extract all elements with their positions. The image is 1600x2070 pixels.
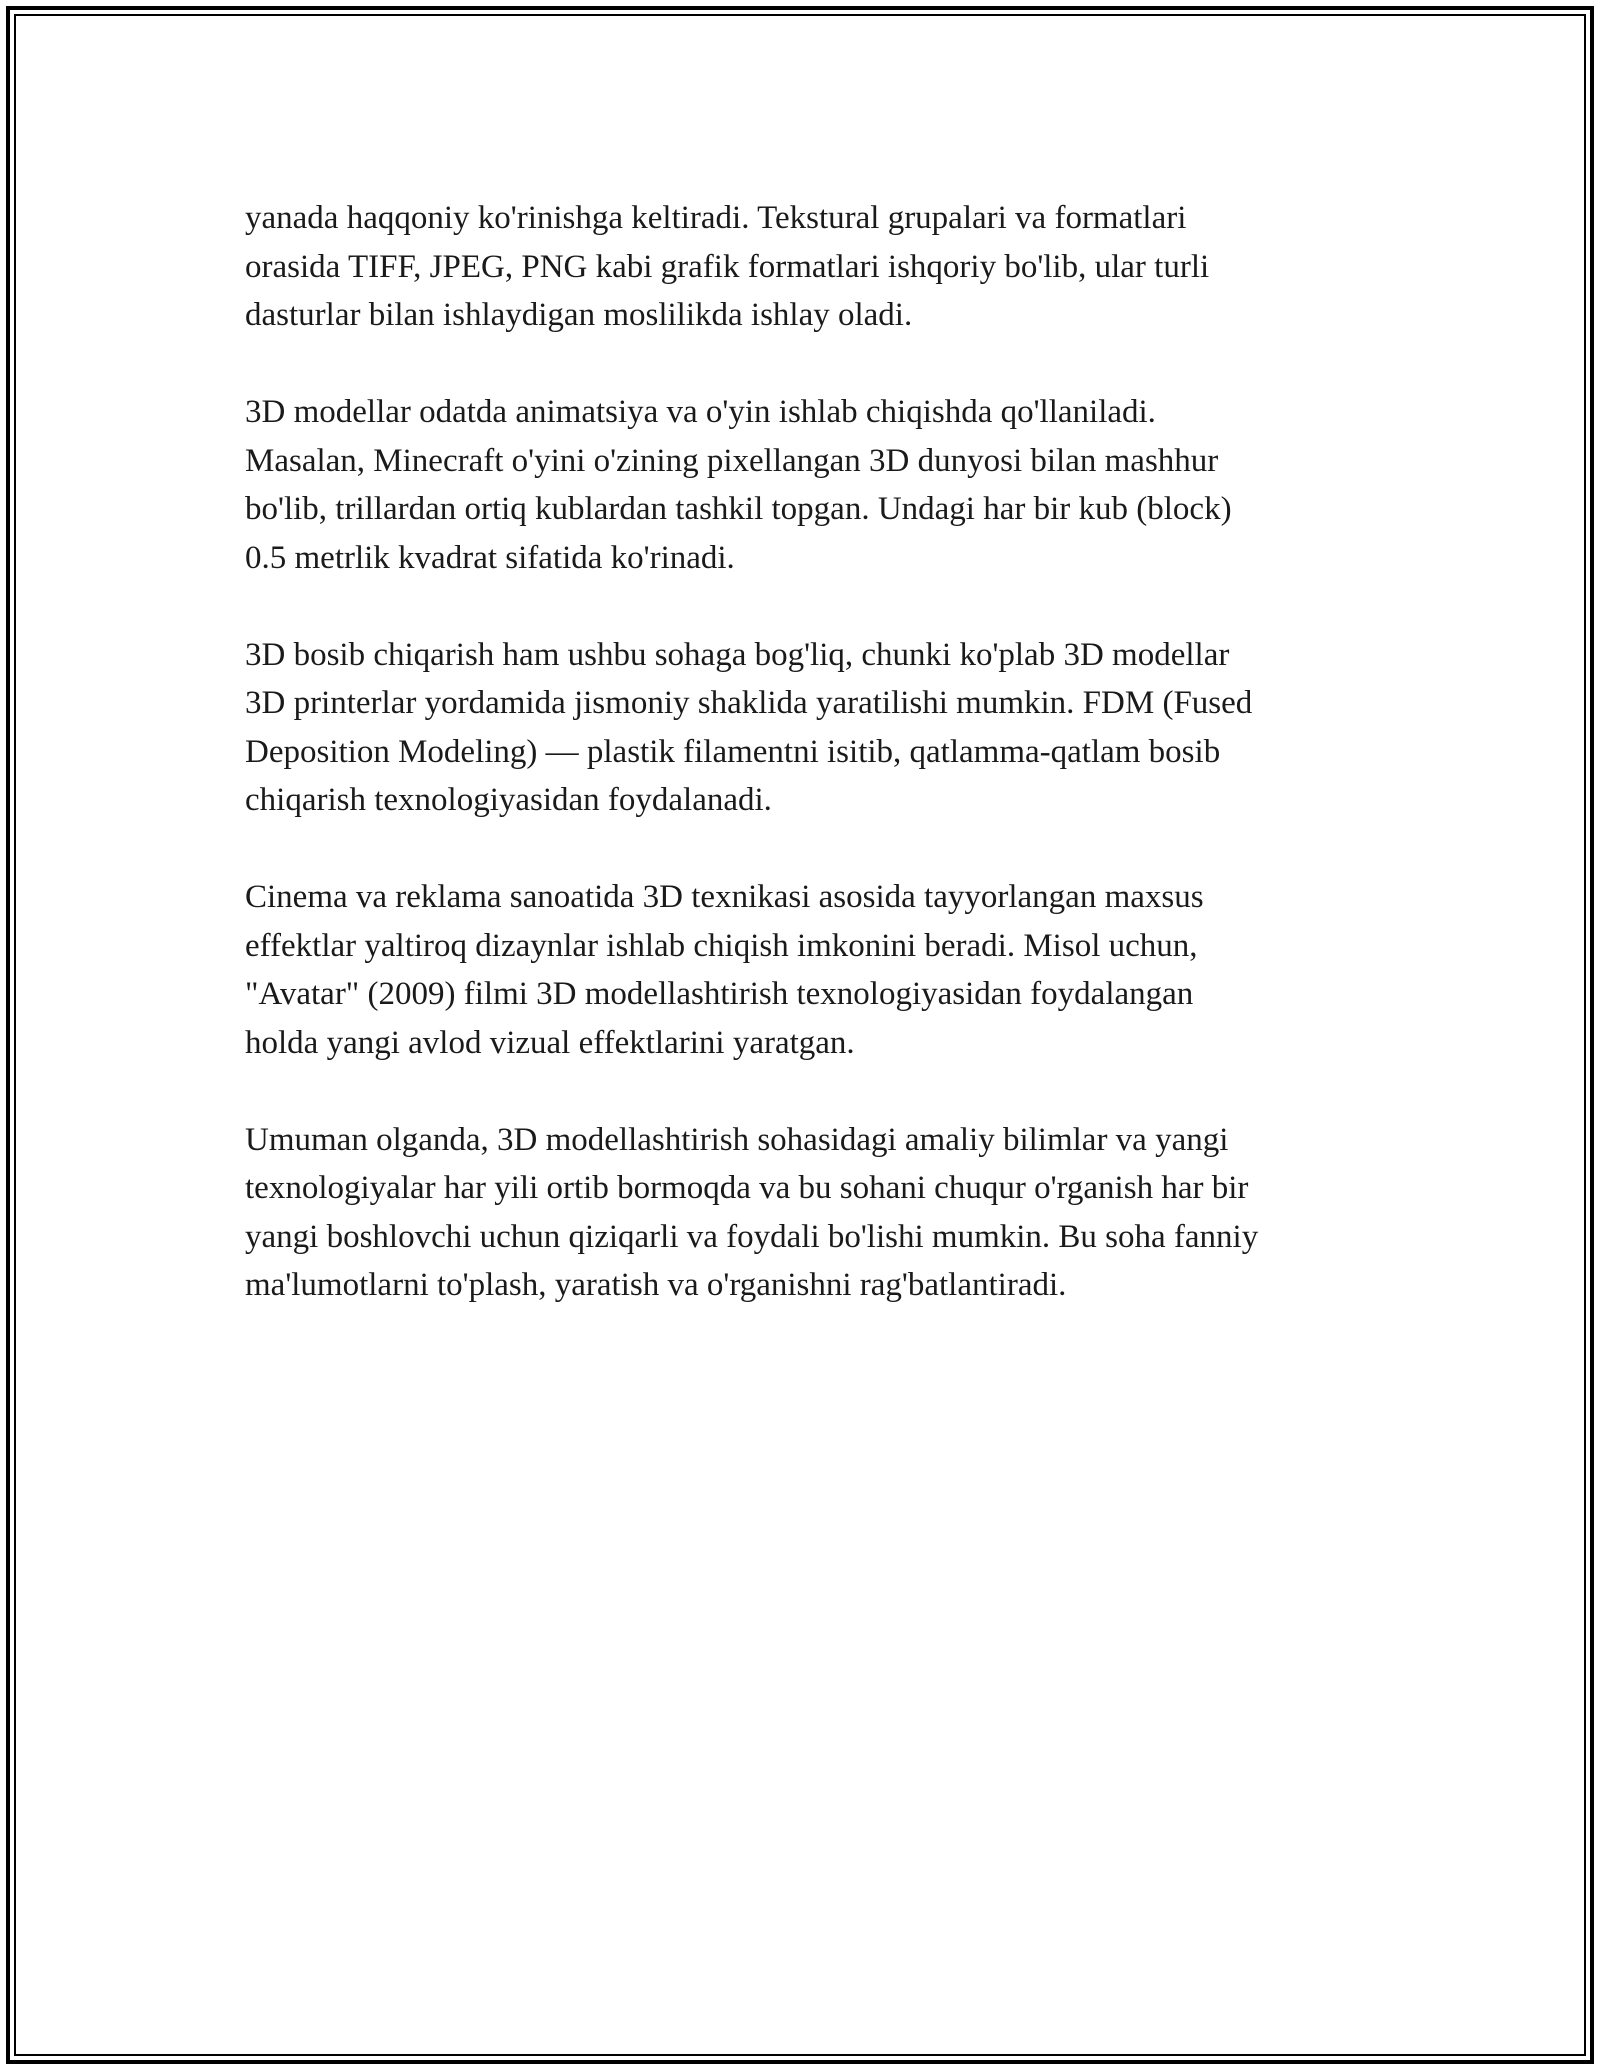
- page-frame: [6, 6, 1594, 2064]
- text-line: Umuman olganda, 3D modellashtirish sohasidagi amaliy bilimlar va yangi: [245, 1121, 1229, 1158]
- text-line: Deposition Modeling) — plastik filamentni isitib, qatlamma-qatlam bosib: [245, 733, 1221, 770]
- text-line: yanada haqqoniy ko'rinishga keltiradi. Tekstural grupalari va formatlari: [245, 200, 1187, 236]
- text-line: orasida TIFF, JPEG, PNG kabi grafik formatlari ishqoriy bo'lib, ular turli: [245, 248, 1210, 285]
- paragraph-conclusion: [245, 1116, 1415, 1310]
- text-line: 0.5 metrlik kvadrat sifatida ko'rinadi.: [245, 539, 735, 576]
- paragraph-animation-games: [245, 388, 1415, 582]
- text-line: bo'lib, trillardan ortiq kublardan tashkil topgan. Undagi har bir kub (block): [245, 491, 1232, 527]
- paragraph-texture-formats: [245, 194, 1415, 340]
- text-line: dasturlar bilan ishlaydigan moslilikda ishlay oladi.: [245, 297, 913, 333]
- text-line: texnologiyalar har yili ortib bormoqda va bu sohani chuqur o'rganish har bir: [245, 1170, 1249, 1206]
- document-body: [245, 194, 1415, 1358]
- text-line: ma'lumotlarni to'plash, yaratish va o'rganishni rag'batlantiradi.: [245, 1267, 1067, 1303]
- text-line: 3D bosib chiqarish ham ushbu sohaga bog'liq, chunki ko'plab 3D modellar: [245, 636, 1230, 673]
- text-line: effektlar yaltiroq dizaynlar ishlab chiqish imkonini beradi. Misol uchun,: [245, 927, 1198, 964]
- text-line: Cinema va reklama sanoatida 3D texnikasi asosida tayyorlangan maxsus: [245, 879, 1204, 915]
- text-line: 3D printerlar yordamida jismoniy shaklida yaratilishi mumkin. FDM (Fused: [245, 685, 1253, 721]
- paragraph-cinema-advertising: [245, 873, 1415, 1067]
- text-line: Masalan, Minecraft o'yini o'zining pixellangan 3D dunyosi bilan mashhur: [245, 442, 1219, 479]
- text-line: holda yangi avlod vizual effektlarini yaratgan.: [245, 1024, 855, 1061]
- text-line: chiqarish texnologiyasidan foydalanadi.: [245, 782, 772, 818]
- paragraph-3d-printing: [245, 631, 1415, 825]
- text-line: "Avatar" (2009) filmi 3D modellashtirish texnologiyasidan foydalangan: [245, 976, 1194, 1012]
- text-line: yangi boshlovchi uchun qiziqarli va foydali bo'lishi mumkin. Bu soha fanniy: [245, 1218, 1259, 1255]
- text-line: 3D modellar odatda animatsiya va o'yin ishlab chiqishda qo'llaniladi.: [245, 394, 1156, 430]
